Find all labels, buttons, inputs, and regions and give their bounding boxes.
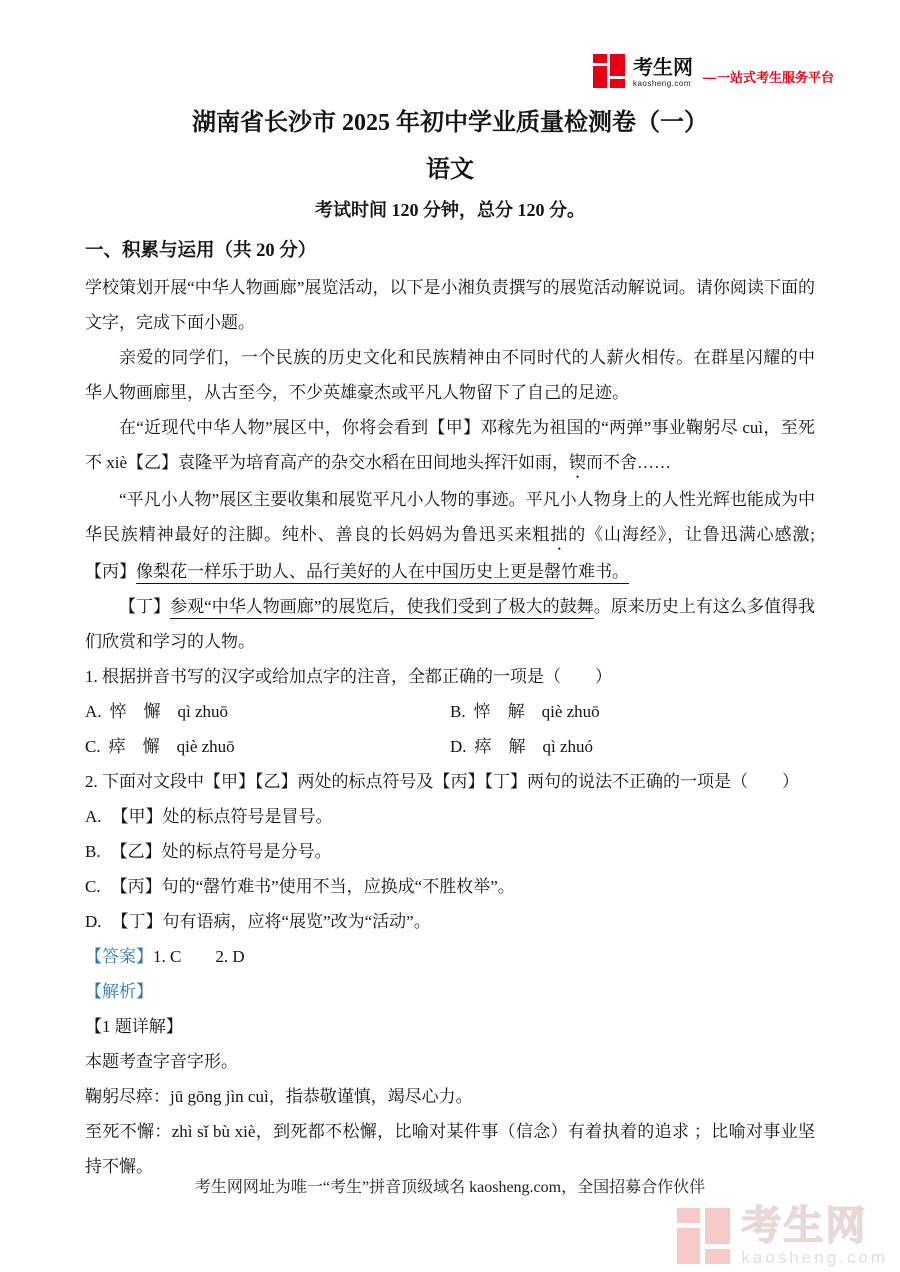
q1-option-a-label: A. [85, 702, 102, 721]
passage-paragraph-2 [85, 410, 815, 482]
text-segment: 参观“中华人物画廊”的展览后，使我们受到了极大的鼓舞 [170, 597, 594, 616]
passage-paragraph-3 [85, 482, 815, 589]
passage-paragraph-4 [85, 589, 815, 659]
answer-label: 【答案】 [85, 947, 153, 966]
q1-option-d [450, 729, 815, 764]
analysis-line-2: 鞠躬尽瘁：jū gōng jìn cuì，指恭敬谨慎，竭尽心力。 [85, 1087, 473, 1106]
passage-paragraph-1 [85, 340, 815, 410]
exam-info: 考试时间 120 分钟，总分 120 分。 [315, 200, 585, 220]
question-1-stem: 1. 根据拼音书写的汉字或给加点字的注音，全都正确的一项是（ ） [85, 667, 612, 686]
text-segment: 。原来历史上有这么多值得我们欣赏和学习的人物。 [85, 597, 816, 651]
q2-option-d [85, 904, 815, 939]
text-segment: 拙 [550, 525, 569, 544]
q2-option-b-label: B. [85, 842, 101, 861]
brand-text-block [633, 58, 693, 88]
text-segment: 亲爱的同学们，一个民族的历史文化和民族精神由不同时代的人薪火相传。在群星闪耀的中华人物画廊里，从古至今，不少英雄豪杰或平凡人物留下了自己的足迹。 [85, 348, 815, 402]
watermark-domain: kaosheng.com [741, 1248, 888, 1267]
page-title: 湖南省长沙市 2025 年初中学业质量检测卷（一） [192, 110, 708, 136]
q2-option-b [85, 834, 815, 869]
question-2-stem: 2. 下面对文段中【甲】【乙】两处的标点符号及【丙】【丁】两句的说法不正确的一项是（ ） [85, 772, 799, 791]
q1-option-c [85, 729, 450, 764]
kaosheng-logo-icon [593, 54, 627, 88]
q1-option-a-text: 悴 懈 qì zhuō [109, 702, 229, 721]
text-segment: 像梨花一样乐于助人、品行美好的人在中国历史上更是罄竹难书。 [136, 562, 629, 581]
text-segment: 【丁】 [119, 597, 171, 616]
text-segment: 在“近现代中华人物”展区中，你将会看到【甲】邓稼先为祖国的“两弹”事业鞠躬尽 cuì，至死不 xiè【乙】袁隆平为培育高产的杂交水稻在田间地头挥汗如雨， [85, 418, 815, 472]
q2-option-a-label: A. [85, 807, 102, 826]
q1-option-a [85, 694, 450, 729]
answer-line [85, 939, 815, 974]
intro-paragraph [85, 270, 815, 340]
brand-tagline: — 一站式考生服务平台 [703, 67, 834, 88]
analysis-label: 【解析】 [85, 982, 153, 1001]
q1-option-b-label: B. [450, 702, 466, 721]
text-segment: 的《山海经》，让鲁迅满心感激;【丙】 [85, 525, 816, 581]
q2-option-c-label: C. [85, 877, 101, 896]
q2-option-a [85, 799, 815, 834]
analysis-detail-heading: 【1 题详解】 [85, 1017, 183, 1036]
q1-option-c-label: C. [85, 737, 101, 756]
analysis-line-1: 本题考查字音字形。 [85, 1052, 238, 1071]
brand-domain: kaosheng.com [632, 79, 692, 88]
answer-value: 1. C 2. D [153, 947, 245, 966]
document-body [85, 108, 815, 1184]
subject-title: 语文 [426, 157, 474, 183]
q1-option-b-text: 悴 解 qiè zhuō [473, 702, 600, 721]
text-segment: 学校策划开展“中华人物画廊”展览活动，以下是小湘负责撰写的展览活动解说词。请你阅读下面的文字，完成下面小题。 [85, 278, 815, 332]
kaosheng-header-logo [593, 54, 834, 88]
section-heading: 一、积累与运用（共 20 分） [85, 241, 317, 261]
q2-option-a-text: 【甲】处的标点符号是冒号。 [111, 807, 333, 826]
text-segment: “平凡小人物”展区主要收集和展览平凡小人物的事迹。平凡小人物身上的人性光辉也能成为中华民族精神最好的注脚。纯朴、善良的长妈妈为鲁迅买来粗 [85, 490, 815, 544]
q1-option-b [450, 694, 815, 729]
footer-text: 考生网网址为唯一“考生”拼音顶级域名 kaosheng.com，全国招募合作伙伴 [194, 1179, 706, 1196]
brand-name: 考生网 [632, 57, 693, 79]
text-segment: 锲 [569, 453, 587, 472]
q1-option-d-label: D. [450, 737, 467, 756]
kaosheng-watermark [677, 1206, 888, 1266]
q1-option-c-text: 瘁 懈 qiè zhuō [108, 737, 235, 756]
q2-option-c [85, 869, 815, 904]
question-1-options [85, 694, 815, 764]
watermark-text-block [741, 1206, 888, 1266]
text-segment: 而不舍…… [586, 453, 672, 472]
q2-option-d-label: D. [85, 912, 102, 931]
q2-option-d-text: 【丁】句有语病，应将“展览”改为“活动”。 [111, 912, 431, 931]
watermark-name: 考生网 [741, 1204, 868, 1248]
q1-option-d-text: 瘁 解 qì zhuó [474, 737, 594, 756]
kaosheng-watermark-logo-icon [677, 1208, 733, 1264]
analysis-line-3: 至死不懈：zhì sǐ bù xiè，到死都不松懈，比喻对某件事（信念）有着执着的追求 ；比喻对事业坚持不懈。 [85, 1122, 815, 1176]
q2-option-c-text: 【丙】句的“罄竹难书”使用不当，应换成“不胜枚举”。 [110, 877, 515, 896]
q2-option-b-text: 【乙】处的标点符号是分号。 [110, 842, 332, 861]
